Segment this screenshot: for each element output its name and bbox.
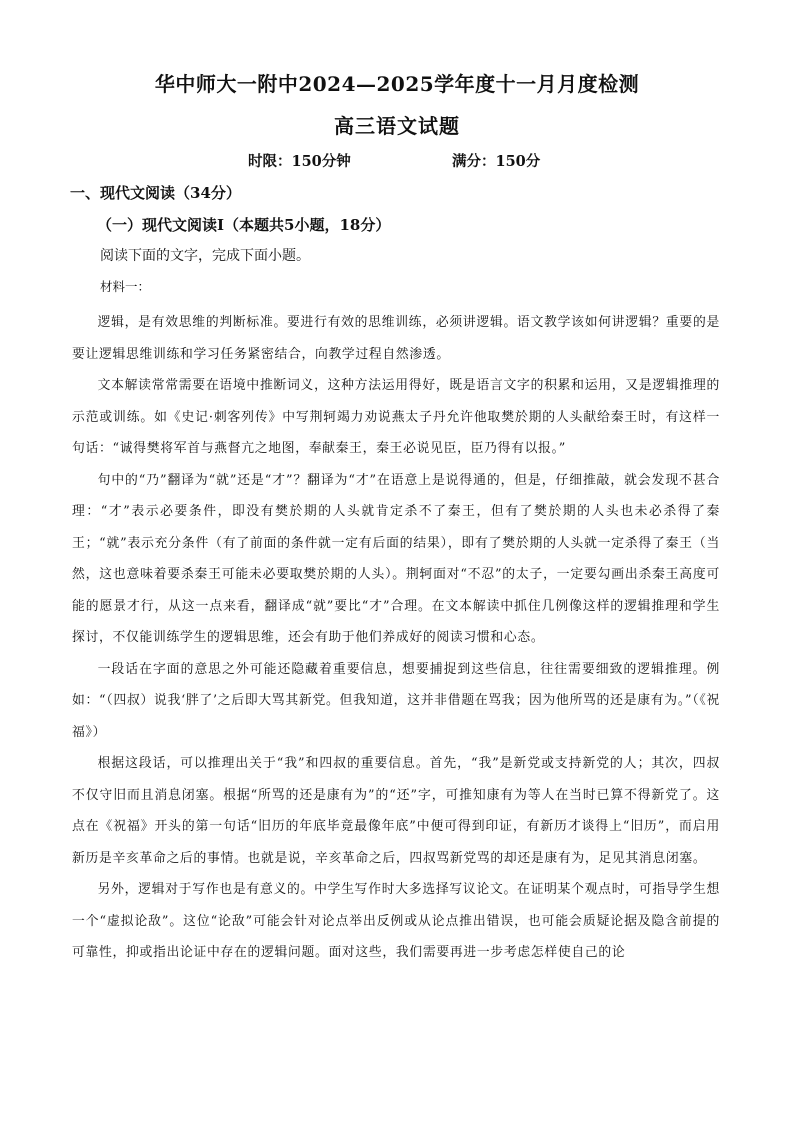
passage-body xyxy=(72,307,720,969)
full-score: 满分：150分 xyxy=(452,153,541,170)
passage-paragraph: 一段话在字面的意思之外可能还隐藏着重要信息，想要捕捉到这些信息，往往需要细致的逻辑推理。例如：“（四叔）说我‘胖了’之后即大骂其新党。但我知道，这并非借题在骂我；因为他所骂的还是康有为。”（《祝福》） xyxy=(72,661,720,740)
passage-paragraph: 另外，逻辑对于写作也是有意义的。中学生写作时大多选择写议论文。在证明某个观点时，可指导学生想一个“虚拟论敌”。这位“论敌”可能会针对论点举出反例或从论点推出错误，也可能会质疑论据及隐含前提的可靠性，抑或指出论证中存在的逻辑问题。面对这些，我们需要再进一步考虑怎样使自己的论 xyxy=(72,882,720,960)
exam-title: 华中师大一附中2024—2025学年度十一月月度检测 xyxy=(154,72,640,96)
exam-subtitle: 高三语文试题 xyxy=(334,114,460,138)
passage-paragraph: 根据这段话，可以推理出关于“我”和四叔的重要信息。首先，“我”是新党或支持新党的人；其次，四叔不仅守旧而且消息闭塞。根据“所骂的还是康有为”的“还”字，可推知康有为等人在当时已算不得新党了。这点在《祝福》开头的第一句话“旧历的年底毕竟最像年底”中便可得到印证，有新历才谈得上“旧历”，而启用新历是辛亥革命之后的事情。也就是说，辛亥革命之后，四叔骂新党骂的却还是康有为，足见其消息闭塞。 xyxy=(72,756,720,866)
passage-paragraph: 句中的“乃”翻译为“就”还是“才”？翻译为“才”在语意上是说得通的，但是，仔细推敲，就会发现不甚合理：“才”表示必要条件，即没有樊於期的人头就肯定杀不了秦王，但有了樊於期的人头也未必杀得了秦王；“就”表示充分条件（有了前面的条件就一定有后面的结果），即有了樊於期的人头就一定杀得了秦王（当然，这也意味着要杀秦王可能未必要取樊於期的人头）。荆轲面对“不忍”的太子，一定要勾画出杀秦王高度可能的愿景才行，从这一点来看，翻译成“就”要比“才”合理。在文本解读中抓住几例像这样的逻辑推理和学生探讨，不仅能训练学生的逻辑思维，还会有助于他们养成好的阅读习惯和心态。 xyxy=(72,472,720,645)
passage-paragraph: 逻辑，是有效思维的判断标准。要进行有效的思维训练，必须讲逻辑。语文教学该如何讲逻辑？重要的是要让逻辑思维训练和学习任务紧密结合，向教学过程自然渗透。 xyxy=(72,315,720,362)
section-heading: 一、现代文阅读（34分） xyxy=(70,184,241,202)
time-limit: 时限：150分钟 xyxy=(248,153,351,170)
reading-instruction: 阅读下面的文字，完成下面小题。 xyxy=(100,248,310,264)
material-label: 材料一： xyxy=(100,279,151,294)
passage-paragraph: 文本解读常常需要在语境中推断词义，这种方法运用得好，既是语言文字的积累和运用，又是逻辑推理的示范或训练。如《史记·刺客列传》中写荆轲竭力劝说燕太子丹允许他取樊於期的人头献给秦王时，有这样一句话：“诚得樊将军首与燕督亢之地图，奉献秦王，秦王必说见臣，臣乃得有以报。” xyxy=(72,378,720,456)
subsection-heading: （一）现代文阅读Ⅰ（本题共5小题，18分） xyxy=(97,216,391,234)
